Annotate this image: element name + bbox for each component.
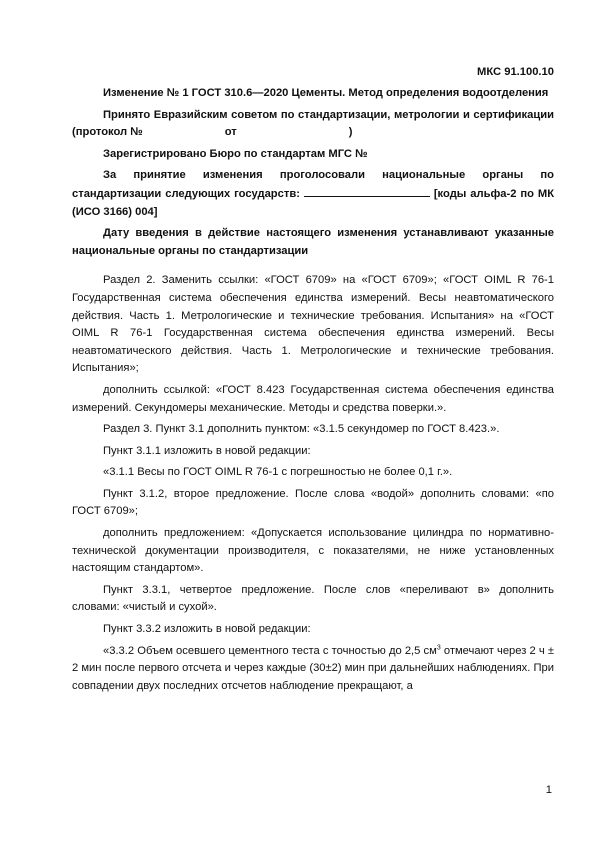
item-312-addition: дополнить предложением: «Допускается использование цилиндра по нормативно-технической документации производителя, с показателями, не ниже установленных настоящим стандартом».: [72, 527, 554, 575]
reference-addition: дополнить ссылкой: «ГОСТ 8.423 Государственная система обеспечения единства измерений. Секундомеры механические. Методы и средства поверки.».: [72, 383, 554, 414]
amendment-title: Изменение № 1 ГОСТ 310.6—2020 Цементы. Метод определения водоотделения: [103, 87, 549, 99]
item-332-heading: Пункт 3.3.2 изложить в новой редакции:: [103, 623, 311, 636]
cube-superscript: 3: [436, 643, 441, 651]
registered-statement: Зарегистрировано Бюро по стандартам МГС №: [103, 147, 368, 160]
document-body: [72, 85, 554, 699]
adopted-end: ): [348, 126, 353, 139]
voted-codes: [коды альфа-2 по МК (ИСО 3166) 004]: [72, 187, 555, 218]
item-312-paragraph: Пункт 3.1.2, второе предложение. После слова «водой» дополнить словами: «по ГОСТ 6709»;: [72, 487, 554, 518]
item-332-text-b: отмечают через 2 ч ± 2 мин после первого отсчета и через каждые (30±2) мин при дальнейших наблюдениях. При совпадении двух последних отсчетов наблюдение прекращают, а: [72, 644, 554, 692]
item-311-heading: Пункт 3.1.1 изложить в новой редакции:: [103, 444, 311, 457]
section3-paragraph: Раздел 3. Пункт 3.1 дополнить пунктом: «3.1.5 секундомер по ГОСТ 8.423.».: [103, 423, 500, 436]
item-332-text-a: «3.3.2 Объем осевшего цементного теста с точностью до 2,5 см: [103, 644, 437, 657]
voted-text: За принятие изменения проголосовали национальные органы по стандартизации следующих государств:: [72, 169, 554, 200]
item-332-text: [72, 643, 554, 696]
page-number: 1: [545, 784, 552, 796]
section2-paragraph: Раздел 2. Заменить ссылки: «ГОСТ 6709» на «ГОСТ 6709»; «ГОСТ OIML R 76-1 Государственная система обеспечения единства измерений. Весы неавтоматического действия. Часть 1. Метрологические и технические требования. Испытания» на «ГОСТ OIML R 76-1 Государственная система обеспечения единства измерений. Весы неавтоматического действия. Часть 1. Метрологические и технические требования. Испытания»;: [72, 274, 554, 375]
adopted-text: Принято Евразийским советом по стандартизации, метрологии и сертификации (протокол №: [72, 108, 554, 139]
date-statement: Дату введения в действие настоящего изменения устанавливают указанные национальные органы по стандартизации: [72, 227, 554, 257]
item-311-text: «3.1.1 Весы по ГОСТ OIML R 76-1 с погрешностью не более 0,1 г.».: [103, 466, 453, 479]
item-331-paragraph: Пункт 3.3.1, четвертое предложение. После слов «переливают в» дополнить словами: «чистый и сухой».: [72, 583, 554, 614]
mks-code: МКС 91.100.10: [477, 66, 554, 78]
voted-statement: [72, 167, 554, 221]
adopted-ot: от: [224, 126, 237, 139]
states-blank-line: [304, 185, 430, 197]
adopted-statement: [72, 107, 554, 142]
